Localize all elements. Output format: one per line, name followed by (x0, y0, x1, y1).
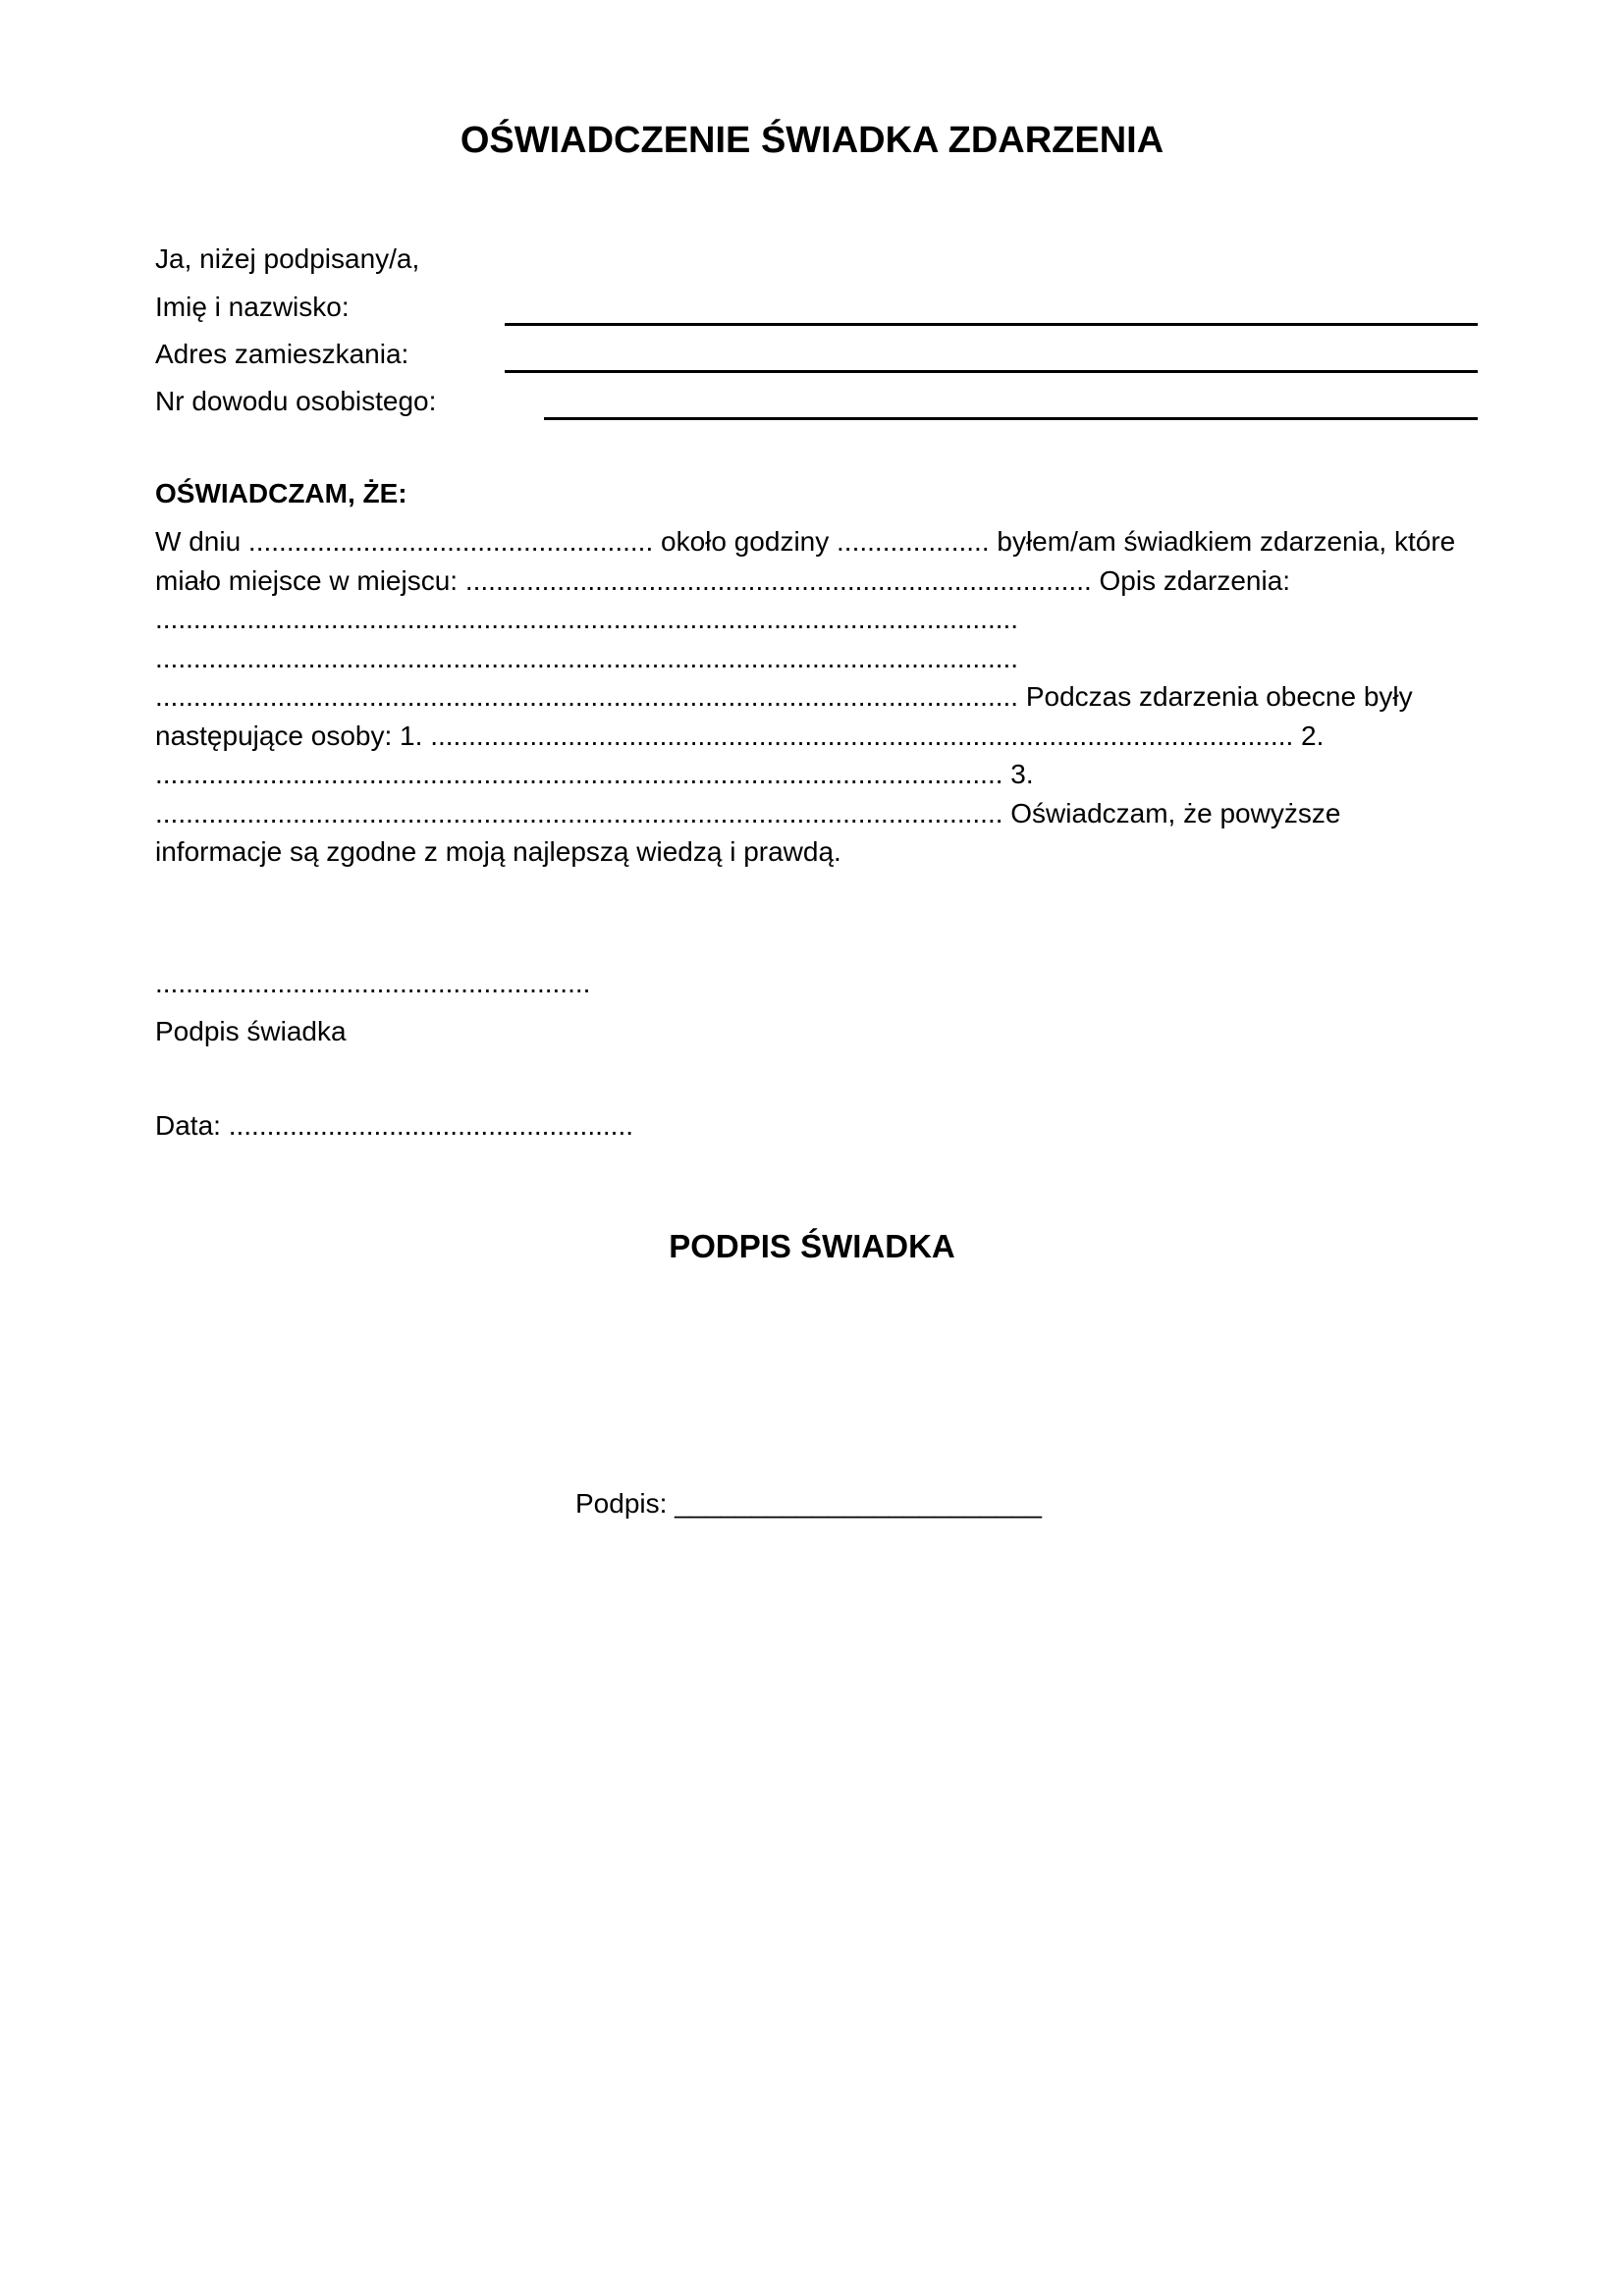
statement-body (155, 522, 1471, 872)
signature-section-title: PODPIS ŚWIADKA (669, 1228, 955, 1264)
document-title: OŚWIADCZENIE ŚWIADKA ZDARZENIA (460, 120, 1164, 161)
statement-line: informacje są zgodne z moją najlepszą wiedzą i prawdą. (155, 836, 841, 867)
name-label: Imię i nazwisko: (155, 292, 350, 322)
id-number-label: Nr dowodu osobistego: (155, 386, 437, 416)
statement-line: miało miejsce w miejscu: .................................................................................. Opis zdarzenia: (155, 564, 1291, 596)
address-field-line[interactable] (505, 370, 1478, 373)
witness-signature-label: Podpis świadka (155, 1016, 347, 1046)
statement-line: ................................................................................................................. (155, 604, 1019, 634)
id-number-field-line[interactable] (544, 417, 1478, 420)
name-field-line[interactable] (505, 323, 1478, 326)
intro-text: Ja, niżej podpisany/a, (155, 243, 420, 274)
address-label: Adres zamieszkania: (155, 339, 409, 369)
date-field: Data: ..................................................... (155, 1110, 634, 1141)
statement-line: W dniu ..................................................... około godziny .................... byłem/am świadkiem zdarzenia, które (155, 526, 1456, 557)
statement-line: ............................................................................................................... 3. (155, 759, 1034, 789)
final-signature-field: Podpis: ________________________ (575, 1488, 1042, 1519)
section-heading: OŚWIADCZAM, ŻE: (155, 478, 407, 508)
statement-line: ................................................................................................................. Podczas zdarzenia obecne były (155, 681, 1413, 712)
statement-line: ............................................................................................................... Oświadczam, że powyższe (155, 797, 1341, 828)
statement-line: następujące osoby: 1. ................................................................................................................. 2. (155, 720, 1325, 751)
statement-line: ................................................................................................................. (155, 642, 1019, 673)
witness-signature-line: ......................................................... (155, 968, 591, 998)
